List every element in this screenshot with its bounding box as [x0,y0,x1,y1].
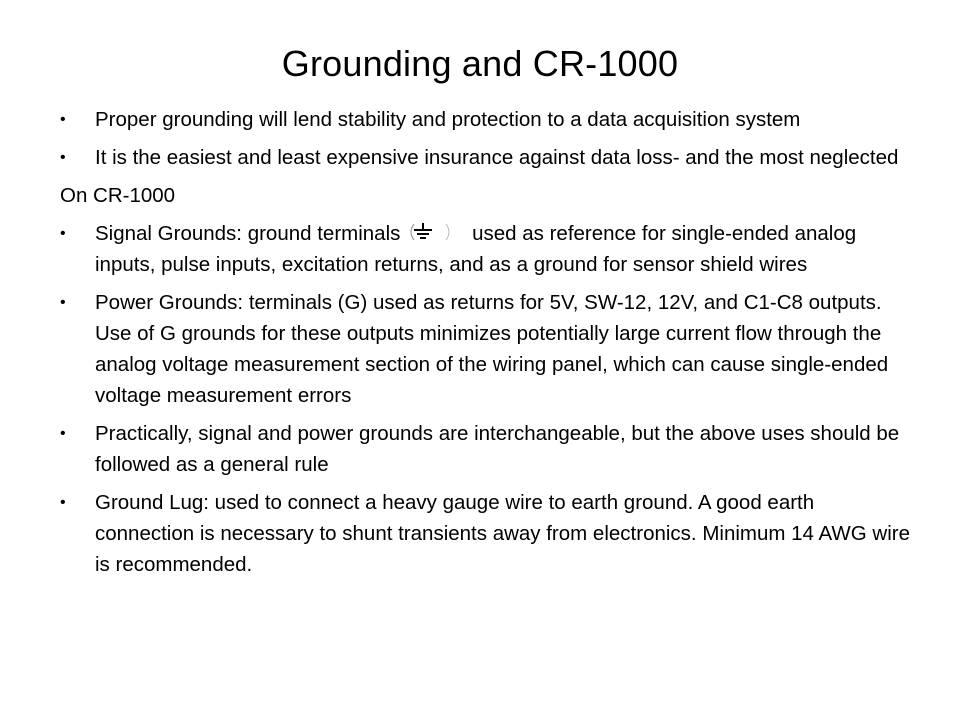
bullet-marker: • [60,294,66,311]
bullet-text: Ground Lug: used to connect a heavy gauge wire to earth ground. A good earth connection is necessary to shunt transients away from electronics. Minimum 14 AWG wire is recommended. [95,491,911,576]
bullet-text: It is the easiest and least expensive insurance against data loss- and the most neglected [95,146,899,169]
bullet-marker: • [60,425,66,442]
bullet-item [60,287,910,411]
bullet-text: Proper grounding will lend stability and protection to a data acquisition system [95,108,801,131]
bullet-text: Signal Grounds: ground terminals [95,222,401,245]
bullet-marker: • [60,494,66,511]
bullet-marker: • [60,225,66,242]
slide-content [60,104,910,587]
bullet-marker: • [60,111,66,128]
bullet-item [60,142,910,173]
bullet-item [60,418,910,480]
bullet-text: used as reference for single-ended analog inputs, pulse inputs, excitation returns, and as a ground for sensor shield wires [95,222,857,276]
slide-title: Grounding and CR-1000 [281,43,679,84]
bullet-item [60,104,910,135]
subheading: On CR-1000 [60,184,176,207]
ground-symbol-icon [404,221,464,243]
bullet-marker: • [60,149,66,166]
bullet-item-signal-grounds [60,218,910,280]
bullet-item [60,487,910,580]
bullet-text: Practically, signal and power grounds are interchangeable, but the above uses should be followed as a general rule [95,422,900,476]
bullet-text: Power Grounds: terminals (G) used as returns for 5V, SW-12, 12V, and C1-C8 outputs. Use of G grounds for these outputs minimizes potentially large current flow through the analog voltage measurement section of the wiring panel, which can cause single-ended voltage measurement errors [95,291,889,407]
